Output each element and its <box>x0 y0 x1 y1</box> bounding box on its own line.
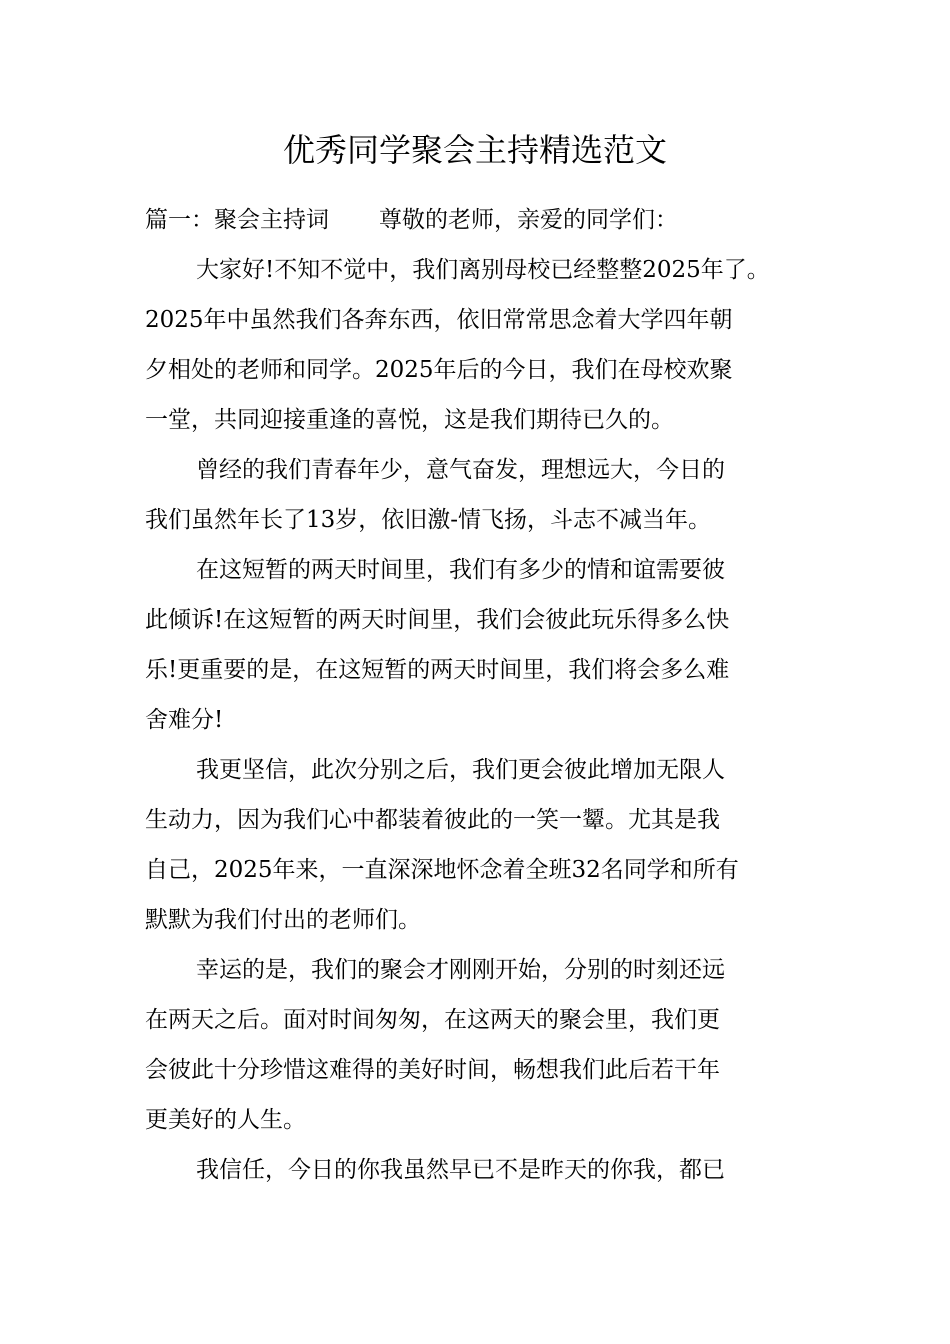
paragraph-line: 幸运的是，我们的聚会才刚刚开始，分别的时刻还远 <box>196 957 725 983</box>
paragraph-line: 夕相处的老师和同学。2025年后的今日，我们在母校欢聚 <box>145 357 733 383</box>
paragraph-line: 我信任，今日的你我虽然早已不是昨天的你我，都已 <box>196 1157 725 1183</box>
section-heading: 篇一：聚会主持词 <box>145 207 329 233</box>
paragraph-line: 自己，2025年来，一直深深地怀念着全班32名同学和所有 <box>145 857 739 883</box>
paragraph-line: 在两天之后。面对时间匆匆，在这两天的聚会里，我们更 <box>145 1007 720 1033</box>
salutation: 尊敬的老师，亲爱的同学们： <box>379 207 678 233</box>
paragraph-line: 大家好!不知不觉中，我们离别母校已经整整2025年了。 <box>196 257 770 283</box>
section-heading-line <box>145 204 678 236</box>
paragraph-line: 会彼此十分珍惜这难得的美好时间，畅想我们此后若干年 <box>145 1057 720 1083</box>
paragraph-line: 一堂，共同迎接重逢的喜悦，这是我们期待已久的。 <box>145 407 674 433</box>
paragraph-line: 此倾诉!在这短暂的两天时间里，我们会彼此玩乐得多么快 <box>145 607 730 633</box>
paragraph-line: 在这短暂的两天时间里，我们有多少的情和谊需要彼 <box>196 557 725 583</box>
paragraph-line: 舍难分! <box>145 707 224 733</box>
paragraph-line: 我们虽然年长了13岁，依旧激-情飞扬，斗志不减当年。 <box>145 507 712 533</box>
paragraph-line: 生动力，因为我们心中都装着彼此的一笑一颦。尤其是我 <box>145 807 720 833</box>
paragraph-line: 更美好的人生。 <box>145 1107 306 1133</box>
paragraph-line: 默默为我们付出的老师们。 <box>145 907 421 933</box>
paragraph-line: 2025年中虽然我们各奔东西，依旧常常思念着大学四年朝 <box>145 307 733 333</box>
paragraph-line: 乐!更重要的是，在这短暂的两天时间里，我们将会多么难 <box>145 657 730 683</box>
document-title: 优秀同学聚会主持精选范文 <box>282 131 667 169</box>
paragraph-line: 曾经的我们青春年少，意气奋发，理想远大，今日的 <box>196 457 725 483</box>
paragraph-line: 我更坚信，此次分别之后，我们更会彼此增加无限人 <box>196 757 725 783</box>
